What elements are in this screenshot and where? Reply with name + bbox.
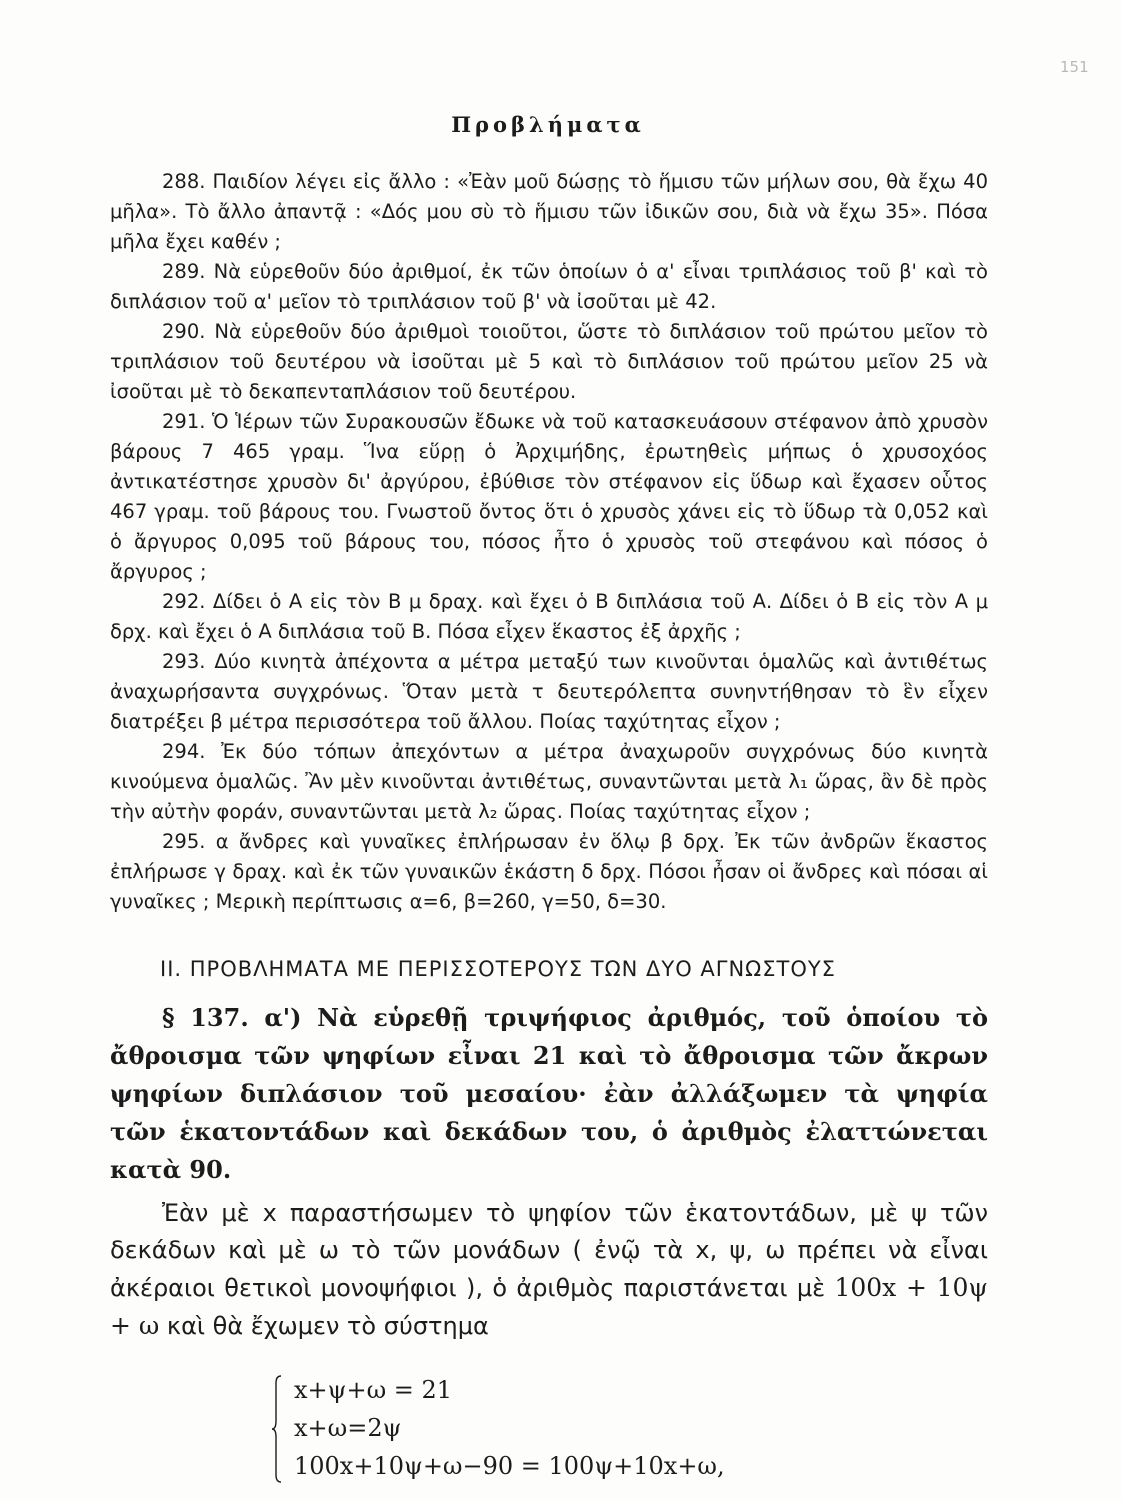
problem-295: 295. α ἄνδρες καὶ γυναῖκες ἐπλήρωσαν ἐν ὅλῳ β δρχ. Ἐκ τῶν ἀνδρῶν ἕκαστος ἐπλήρωσε γ δραχ. καὶ ἐκ τῶν γυναικῶν ἑκάστη δ δρχ. Πόσοι ἦσαν οἱ ἄνδρες καὶ πόσαι αἱ γυναῖκες ; Μερικὴ περίπτωσις α=6, β=260, γ=50, δ=30. <box>110 830 988 913</box>
equation-1: x+ψ+ω = 21 <box>294 1376 453 1404</box>
problem-289: 289. Νὰ εὑρεθοῦν δύο ἀριθμοί, ἐκ τῶν ὁποίων ὁ α' εἶναι τριπλάσιος τοῦ β' καὶ τὸ διπλάσιον τοῦ α' μεῖον τὸ τριπλάσιον τοῦ β' νὰ ἰσοῦται μὲ 42. <box>110 260 988 313</box>
solution-text: Ἐὰν μὲ x παραστήσωμεν τὸ ψηφίον τῶν ἑκατοντάδων, μὲ ψ τῶν δεκάδων καὶ μὲ ω τὸ τῶν μονάδων ( ἐνῷ τὰ x, ψ, ω πρέπει νὰ εἶναι ἀκέραιοι θετικοὶ μονοψήφιοι ), ὁ ἀριθμὸς παριστάνεται μὲ <box>110 1199 988 1302</box>
equation-system <box>286 1371 988 1485</box>
problem-294: 294. Ἐκ δύο τόπων ἀπεχόντων α μέτρα ἀναχωροῦν συγχρόνως δύο κινητὰ κινούμενα ὁμαλῶς. Ἂν μὲν κινοῦνται ἀντιθέτως, συναντῶνται μετὰ λ₁ ὥρας, ἂν δὲ πρὸς τὴν αὐτὴν φοράν, συναντῶνται μετὰ λ₂ ὥρας. Ποίας ταχύτητας εἶχον ; <box>110 740 988 823</box>
problem-288: 288. Παιδίον λέγει εἰς ἄλλο : «Ἐὰν μοῦ δώσῃς τὸ ἥμισυ τῶν μήλων σου, θὰ ἔχω 40 μῆλα». Τὸ ἄλλο ἀπαντᾷ : «Δός μου σὺ τὸ ἥμισυ τῶν ἰδικῶν σου, διὰ νὰ ἔχω 35». Πόσα μῆλα ἔχει καθέν ; <box>110 170 988 253</box>
page-body <box>108 112 988 1485</box>
solution-paragraph <box>108 1195 988 1345</box>
solution-expression: 100x + 10ψ + ω <box>110 1273 988 1340</box>
section-title: ΙΙ. ΠΡΟΒΛΗΜΑΤΑ ΜΕ ΠΕΡΙΣΣΟΤΕΡΟΥΣ ΤΩΝ ΔΥΟ ΑΓΝΩΣΤΟΥΣ <box>160 957 836 981</box>
equation-2: x+ω=2ψ <box>294 1414 402 1442</box>
section-problem-137: § 137. α') Νὰ εὑρεθῇ τριψήφιος ἀριθμός, τοῦ ὁποίου τὸ ἄθροισμα τῶν ψηφίων εἶναι 21 καὶ τὸ ἄθροισμα τῶν ἄκρων ψηφίων διπλάσιον τοῦ μεσαίου· ἐὰν ἀλλάξωμεν τὰ ψηφία τῶν ἑκατοντάδων καὶ δεκάδων του, ὁ ἀριθμὸς ἐλαττώνεται κατὰ 90. <box>110 1003 988 1184</box>
problem-291: 291. Ὁ Ἱέρων τῶν Συρακουσῶν ἔδωκε νὰ τοῦ κατασκευάσουν στέφανον ἀπὸ χρυσὸν βάρους 7 465 γραμ. Ἵνα εὕρῃ ὁ Ἀρχιμήδης, ἐρωτηθεὶς μήπως ὁ χρυσοχόος ἀντικατέστησε χρυσὸν δι' ἀργύρου, ἐβύθισε τὸν στέφανον εἰς ὕδωρ καὶ ἔχασεν οὗτος 467 γραμ. τοῦ βάρους του. Γνωστοῦ ὄντος ὅτι ὁ χρυσὸς χάνει εἰς τὸ ὕδωρ τὰ 0,052 καὶ ὁ ἄργυρος 0,095 τοῦ βάρους του, πόσος ἦτο ὁ χρυσὸς τοῦ στεφάνου καὶ πόσος ὁ ἄργυρος ; <box>110 410 988 583</box>
problem-290: 290. Νὰ εὑρεθοῦν δύο ἀριθμοὶ τοιοῦτοι, ὥστε τὸ διπλάσιον τοῦ πρώτου μεῖον τὸ τριπλάσιον τοῦ δευτέρου νὰ ἰσοῦται μὲ 5 καὶ τὸ διπλάσιον τοῦ πρώτου μεῖον 25 νὰ ἰσοῦται μὲ τὸ δεκαπενταπλάσιον τοῦ δευτέρου. <box>110 320 988 403</box>
equation-3: 100x+10ψ+ω−90 = 100ψ+10x+ω, <box>294 1452 725 1480</box>
brace-icon <box>272 1375 282 1483</box>
solution-tail: καὶ θὰ ἔχωμεν τὸ σύστημα <box>166 1312 489 1340</box>
page-number: 151 <box>1060 58 1089 76</box>
page-title: Προβλήματα <box>451 112 645 137</box>
problem-293: 293. Δύο κινητὰ ἀπέχοντα α μέτρα μεταξύ των κινοῦνται ὁμαλῶς καὶ ἀντιθέτως ἀναχωρήσαντα συγχρόνως. Ὅταν μετὰ τ δευτερόλεπτα συνηντήθησαν τὸ ἓν εἶχεν διατρέξει β μέτρα περισσότερα τοῦ ἄλλου. Ποίας ταχύτητας εἶχον ; <box>110 650 988 733</box>
problem-292: 292. Δίδει ὁ Α εἰς τὸν Β μ δραχ. καὶ ἔχει ὁ Β διπλάσια τοῦ Α. Δίδει ὁ Β εἰς τὸν Α μ δρχ. καὶ ἔχει ὁ Α διπλάσια τοῦ Β. Πόσα εἶχεν ἕκαστος ἐξ ἀρχῆς ; <box>110 590 988 643</box>
